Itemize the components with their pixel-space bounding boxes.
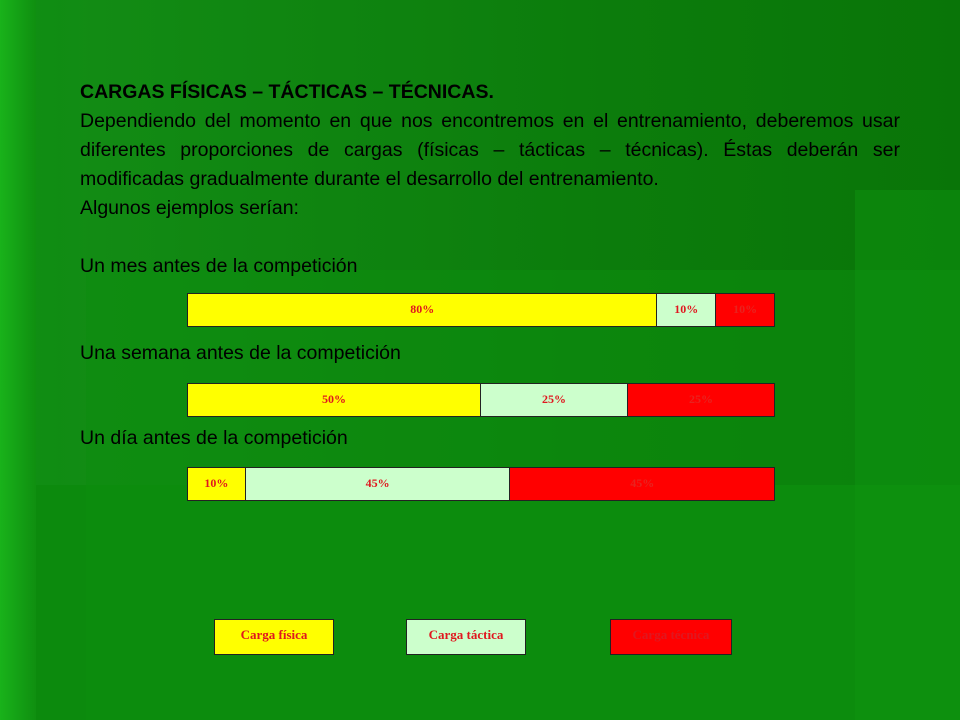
slide-heading: CARGAS FÍSICAS – TÁCTICAS – TÉCNICAS. bbox=[80, 81, 494, 103]
bar-segment-fisica bbox=[187, 467, 246, 501]
examples-intro: Algunos ejemplos serían: bbox=[80, 197, 299, 219]
data-label: 45% bbox=[630, 476, 655, 490]
category-caption-2: Una semana antes de la competición bbox=[80, 342, 401, 364]
stacked-bar-week bbox=[187, 383, 775, 417]
data-label: 10% bbox=[674, 302, 699, 316]
intro-paragraph: Dependiendo del momento en que nos encontremos en el entrenamiento, deberemos usar diferentes proporciones de cargas (físicas – tácticas – técnicas). Éstas deberán ser modificadas gradualmente durante el desarrollo del entrenamiento. bbox=[80, 110, 900, 190]
data-label: 45% bbox=[365, 476, 390, 490]
bar-segment-fisica bbox=[187, 383, 481, 417]
legend-carga-fisica: Carga física bbox=[214, 619, 334, 655]
category-caption-1: Un mes antes de la competición bbox=[80, 255, 358, 277]
data-label: 10% bbox=[733, 302, 758, 316]
bar-segment-tactica bbox=[657, 293, 716, 327]
data-label: 50% bbox=[322, 392, 346, 406]
slide-text bbox=[80, 78, 900, 223]
legend-carga-tactica: Carga táctica bbox=[406, 619, 526, 655]
data-label: 10% bbox=[204, 476, 229, 490]
background-right-panel bbox=[855, 190, 960, 720]
legend-carga-tecnica: Carga técnica bbox=[610, 619, 732, 655]
data-label: 80% bbox=[410, 302, 435, 316]
stacked-bar-day bbox=[187, 467, 775, 501]
background-left-stripe bbox=[0, 0, 36, 720]
bar-segment-tecnica bbox=[510, 467, 775, 501]
bar-segment-fisica bbox=[187, 293, 657, 327]
bar-segment-tactica bbox=[481, 383, 628, 417]
data-label: 25% bbox=[689, 392, 713, 406]
category-caption-3: Un día antes de la competición bbox=[80, 427, 348, 449]
bar-segment-tactica bbox=[246, 467, 511, 501]
stacked-bar-month bbox=[187, 293, 775, 327]
bar-segment-tecnica bbox=[628, 383, 775, 417]
bar-segment-tecnica bbox=[716, 293, 775, 327]
data-label: 25% bbox=[542, 392, 566, 406]
